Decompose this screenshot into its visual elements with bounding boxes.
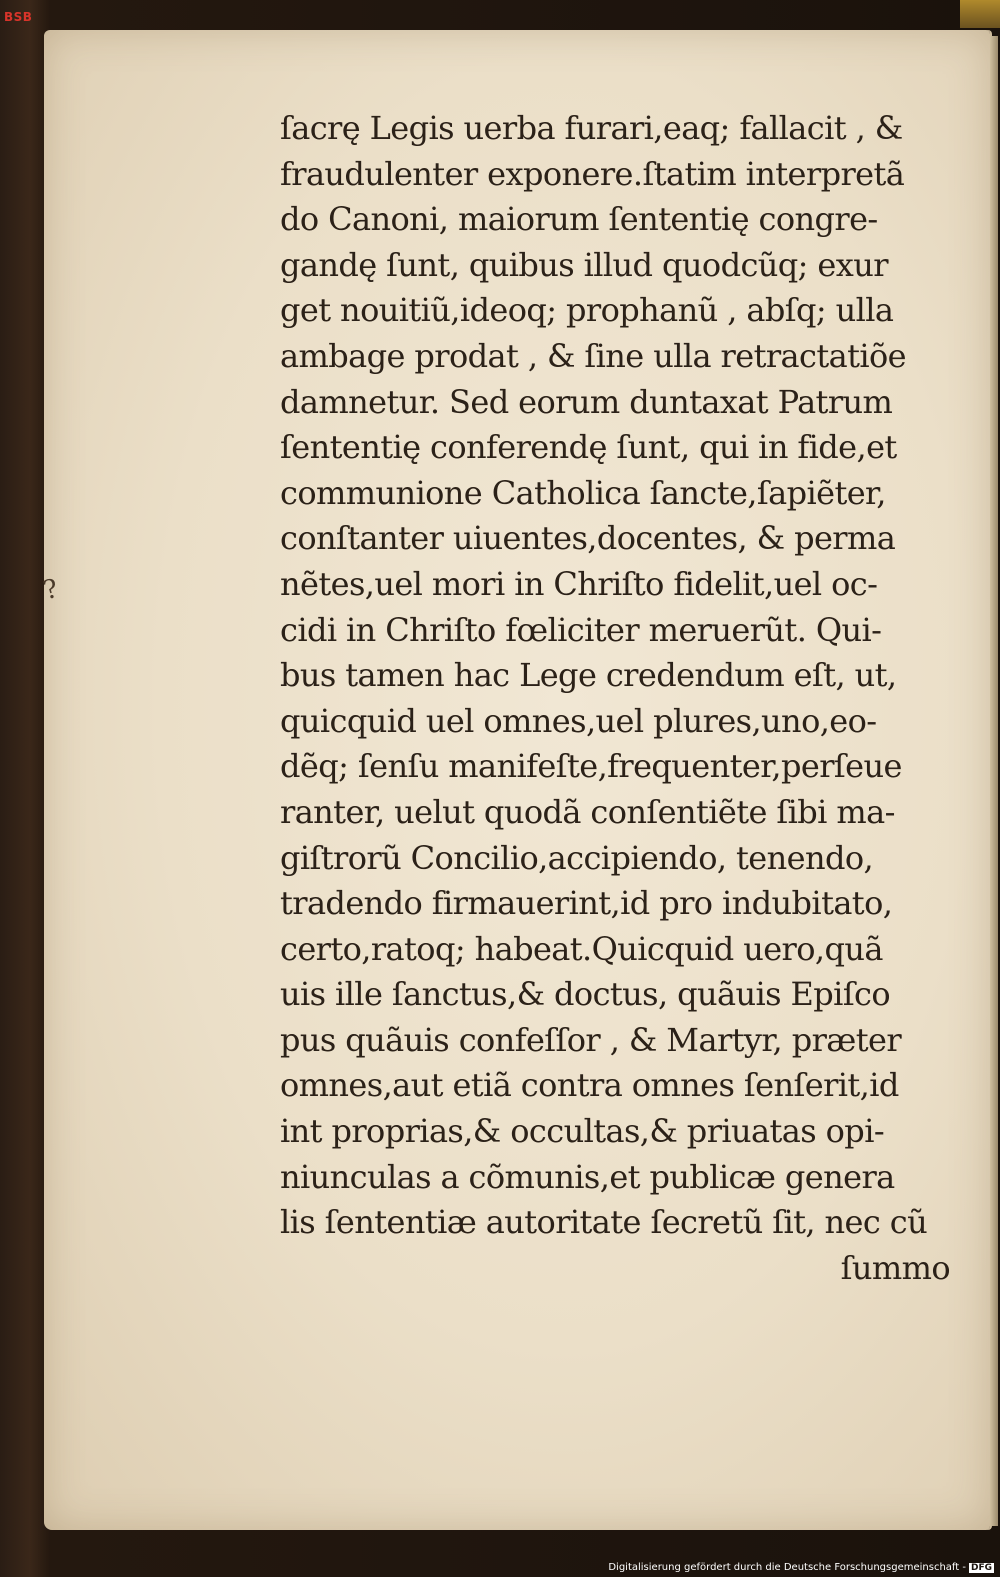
text-line: lis ſententiæ autoritate ſecretũ ſit, nec cũ (280, 1203, 928, 1242)
text-line: ranter, uelut quodã conſentiẽte ſibi ma- (280, 792, 895, 831)
margin-mark: ? (40, 573, 62, 607)
text-line: pus quãuis confeſſor , & Martyr, præter (280, 1020, 902, 1059)
text-line: cidi in Chriſto fœliciter meruerũt. Qui- (280, 610, 882, 649)
text-line: conſtanter uiuentes,docentes, & perma (280, 519, 896, 558)
text-line: ſententię conferendę ſunt, qui in fide,et (280, 428, 897, 467)
dfg-logo: DFG (970, 1563, 992, 1573)
text-line: damnetur. Sed eorum duntaxat Patrum (280, 382, 893, 421)
page-edge (990, 36, 998, 1526)
text-line: communione Catholica ſancte,ſapiẽter, (280, 473, 886, 512)
text-line: bus tamen hac Lege credendum eſt, ut, (280, 656, 897, 695)
text-line: ambage prodat , & ſine ulla retractatiõe (280, 336, 906, 375)
text-line: giſtrorũ Concilio,accipiendo, tenendo, (280, 838, 874, 877)
text-line: gandę ſunt, quibus illud quodcũq; exur (280, 245, 888, 284)
text-line: niunculas a cõmunis,et publicæ genera (280, 1157, 895, 1196)
book-page (40, 30, 990, 1530)
page-text (280, 106, 950, 1291)
digitization-credit (608, 1562, 994, 1573)
text-line: fraudulenter exponere.ſtatim interpretã (280, 154, 905, 193)
text-line: omnes,aut etiã contra omnes ſenſerit,id (280, 1066, 899, 1105)
text-line: do Canoni, maiorum ſententię congre- (280, 200, 878, 239)
text-line: get nouitiũ,ideoq; prophanũ , abſq; ulla (280, 291, 894, 330)
library-watermark: BSB (4, 10, 33, 24)
catchword: ſummo (840, 1248, 950, 1287)
text-line: int proprias,& occultas,& priuatas opi- (280, 1112, 885, 1151)
text-line: uis ille ſanctus,& doctus, quãuis Epiſco (280, 975, 891, 1014)
text-line: nẽtes,uel mori in Chriſto fidelit,uel oc- (280, 564, 878, 603)
text-line: tradendo firmauerint,id pro indubitato, (280, 884, 893, 923)
text-line: quicquid uel omnes,uel plures,uno,eo- (280, 701, 877, 740)
credit-text: Digitalisierung gefördert durch die Deutsche Forschungsgemeinschaft - (608, 1562, 966, 1573)
text-line: dẽq; ſenſu manifeſte,frequenter,perſeue (280, 747, 902, 786)
book-corner (960, 0, 1000, 28)
text-line: certo,ratoq; habeat.Quicquid uero,quã (280, 929, 883, 968)
text-line: ſacrę Legis uerba furari,eaq; fallacit , & (280, 109, 903, 147)
